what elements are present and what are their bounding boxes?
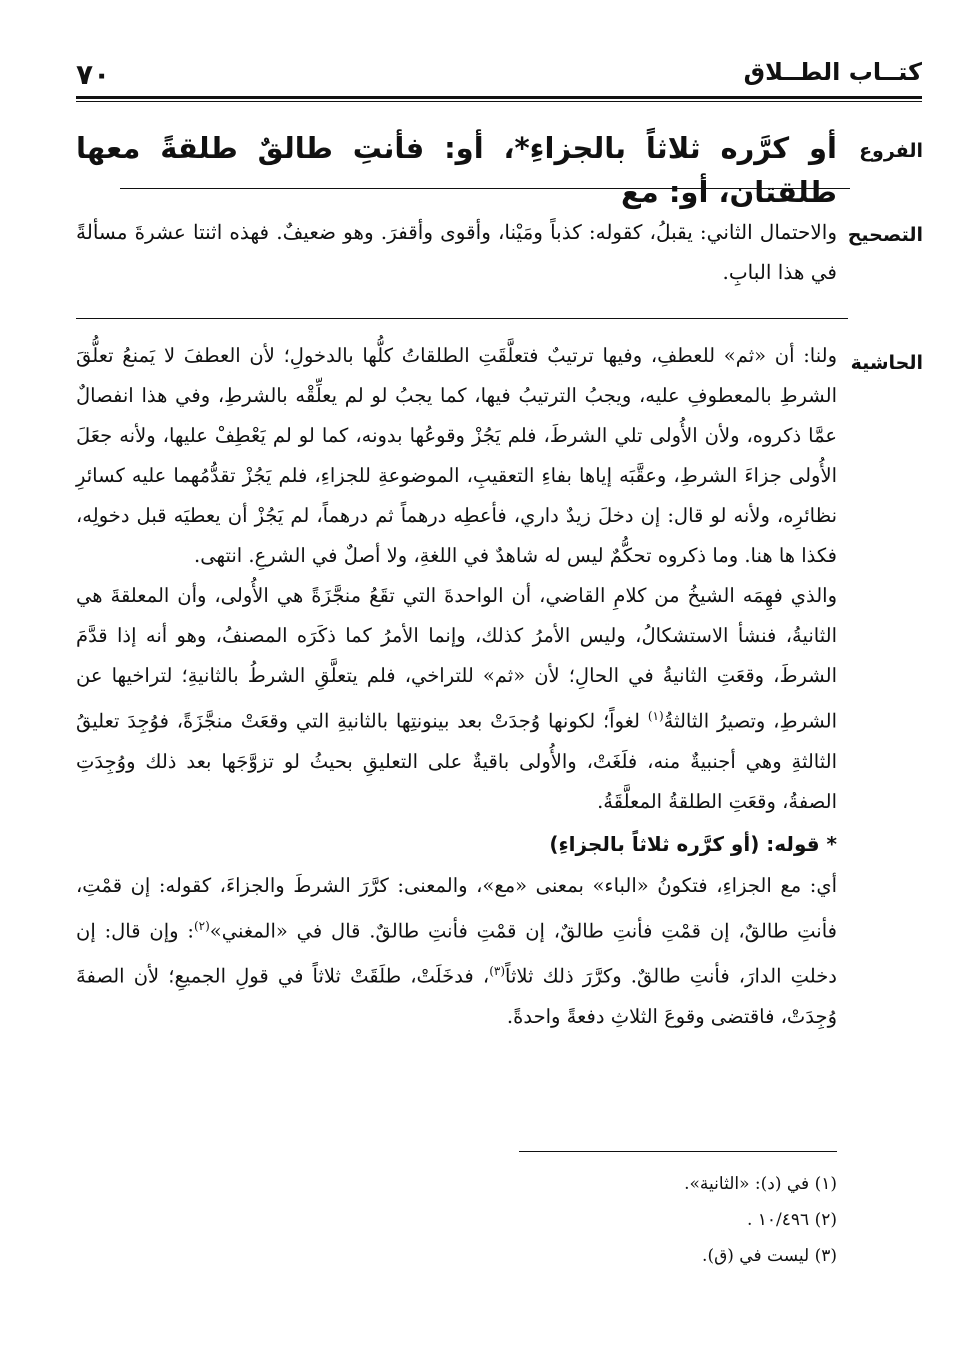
tashih-text: والاحتمال الثاني: يقبلُ، كقوله: كذباً ومَيْنا، وأقوى وأقفرَ. وهو ضعيفٌ. فهذه اثنتا عشرةَ مسألةً في هذا البابِ. [76,220,837,284]
para3-text-c: ، فدخَلَتْ، طلَقَتْ ثلاثاً في قولِ الجميعِ؛ لأن الصفةَ وُجِدَتْ، فاقتضى وقوعَ الثلاثِ دفعةً واحدةً. [76,964,837,1028]
para2-text-a: والذي فهِمَه الشيخُ من كلامِ القاضي، أن الواحدةَ التي تقَعُ منجَّزَةً هي الأُولى، وأن المعلقةَ هي الثانيةُ، فنشأ الاستشكالُ، وليس الأمرُ كذلك، وإنما الأمرُ كما ذكَرَه المصنفُ، وهو أنه إذا قدَّمَ الشرطَ، وقعَتِ الثانيةُ في الحالِ؛ لأن «ثم» للتراخي، فلم يتعلَّقِ الشرطُ بالثانيةِ؛ لتراخيها عن الشرطِ، وتصيرُ الثالثةُ [76,584,837,733]
header-rule-thin [76,101,922,102]
footnote-ref-3: (٣) [489,964,506,978]
footnote-ref-2: (٢) [193,918,210,933]
furu-separator [120,188,850,189]
footnote-2: (٢) ١٠/٤٩٦ . [746,1210,837,1230]
footnotes [117,1166,837,1274]
footnote-3: (٣) ليست في (ق). [702,1246,837,1266]
hashiya-paragraph-1: ولنا: أن «ثم» للعطفِ، وفيها ترتيبٌ فتعلَّقَتِ الطلقاتُ كلُّها بالدخولِ؛ لأن العطفَ لا يَمنعُ تعلُّقَ الشرطِ بالمعطوفِ عليه، ويجبُ الترتيبُ فيها، كما يجبُ لو لم يعلِّقْه بالشرطِ، وفي هذا انفصالٌ عمَّا ذكروه، ولأن الأُولى تلي الشرطَ، فلم يَجُزْ وقوعُها بدونه، كما لو لم يَعْطِفْ عليها، ولأنه جعَلَ الأُولى جزاءَ الشرطِ، وعقَّبَه إياها بفاءِ التعقيبِ، الموضوعةِ للجزاءِ، فلم يَجُزْ تقدُّمُهما عليه كسائرِ نظائرِه، ولأنه لو قال: إن دخلَ زيدٌ داري، فأعطِه درهماً ثم درهماً، لم يَجُزْ أن يعطيَه قبل دخولِه، فكذا ها هنا. وما ذكروه تحكُّمٌ ليس له شاهدٌ في اللغةِ، ولا أصلٌ في الشرعِ. انتهى. [76,344,837,567]
hashiya-paragraph-3 [76,866,837,1037]
page-header [76,56,922,96]
footnote-ref-1: (١) [647,709,664,723]
para3-text-a: أي: مع الجزاءِ، فتكونُ «الباء» بمعنى «مع»، والمعنى: كرَّرَ الشرطَ والجزاءَ، كقوله: إن قمْتِ، فأنتِ طالقٌ، إن قمْتِ فأنتِ طالقٌ، إن قمْتِ فأنتِ طالقٌ. قال في «المغني» [76,873,838,942]
footnote-rule [519,1151,837,1152]
book-title: كتــاب الطــلاق [743,58,922,86]
tashih-separator [76,318,848,319]
hashiya-paragraph-2 [76,576,837,822]
tashih-label: التصحيح [847,224,923,246]
tashih-section [76,212,837,292]
para2-text-b: لغواً؛ لكونها وُجدَتْ بعد بينونتِها بالثانيةِ التي وقعَتْ منجَّزَةً، فوُجِدَ تعليقُ الثالثةِ وهي أجنبيةٌ منه، فلَغَتْ، والأُولى باقيةٌ على التعليقِ بحيثُ لو تزوَّجَها بعد ذلك ووُجِدَتِ الصفةُ، وقعَتِ الطلقةُ المعلَّقَةُ. [76,709,837,813]
furu-label: الفروع [859,140,923,162]
page-number: ٧٠ [76,58,111,91]
hashiya-section [76,336,837,1037]
footnote-1: (١) في (د): «الثانية». [684,1174,837,1194]
hashiya-label: الحاشية [850,352,923,374]
furu-text: أو كرَّره ثلاثاً بالجزاءِ*، أو: فأنتِ طالقٌ طلقةً معها طلقتان، أو: مع [76,131,837,209]
para3-text-b: : وإن قال: إن دخلتِ الدارَ، فأنتِ طالقٌ. وكرَّرَ ذلك ثلاثاً [76,919,837,988]
qawl-heading: * قوله: (أو كرَّره ثلاثاً بالجزاءِ) [549,831,837,856]
header-rule [76,96,922,99]
furu-section [76,126,837,214]
